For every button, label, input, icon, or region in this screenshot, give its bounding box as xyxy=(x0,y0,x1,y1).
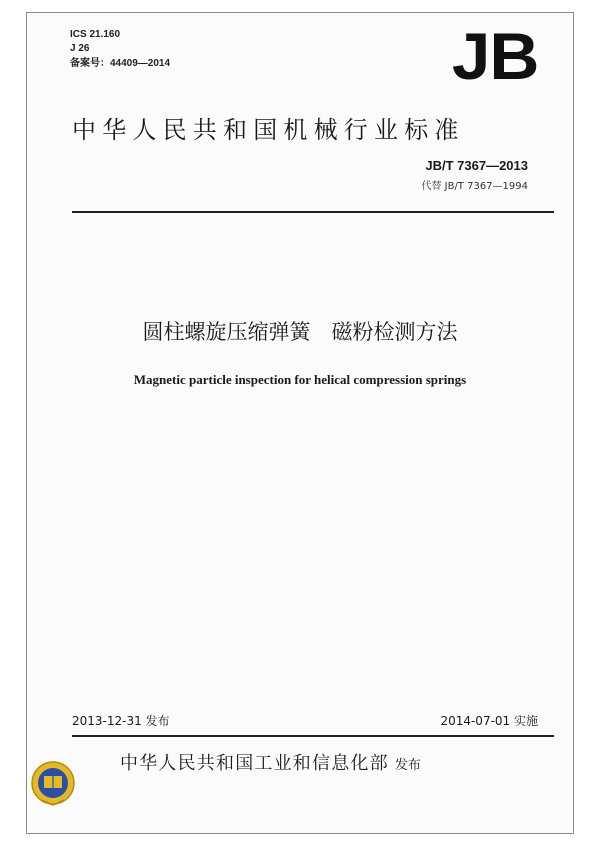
organization-title: 中华人民共和国机械行业标准 xyxy=(72,116,465,144)
implementation-date: 2014-07-01 实施 xyxy=(440,714,538,728)
standard-number: JB/T 7367—2013 xyxy=(425,158,528,173)
jb-logo: JB xyxy=(451,19,538,93)
ics-code: ICS 21.160 xyxy=(70,29,121,40)
issuer-suffix: 发布 xyxy=(394,758,421,773)
issue-date: 2013-12-31 发布 xyxy=(72,714,170,728)
ccs-code: J 26 xyxy=(70,43,90,54)
document-title-en: Magnetic particle inspection for helical compression springs xyxy=(133,372,467,387)
issuer xyxy=(120,749,421,775)
top-divider xyxy=(72,211,554,213)
document-title-cn: 圆柱螺旋压缩弹簧 磁粉检测方法 xyxy=(142,320,458,344)
emblem-badge-icon xyxy=(30,758,76,808)
standard-replaces: 代替 JB/T 7367—1994 xyxy=(421,181,528,192)
issuer-name: 中华人民共和国工业和信息化部 xyxy=(120,753,389,774)
record-number: 备案号：44409—2014 xyxy=(70,58,171,69)
bottom-divider xyxy=(72,735,554,737)
